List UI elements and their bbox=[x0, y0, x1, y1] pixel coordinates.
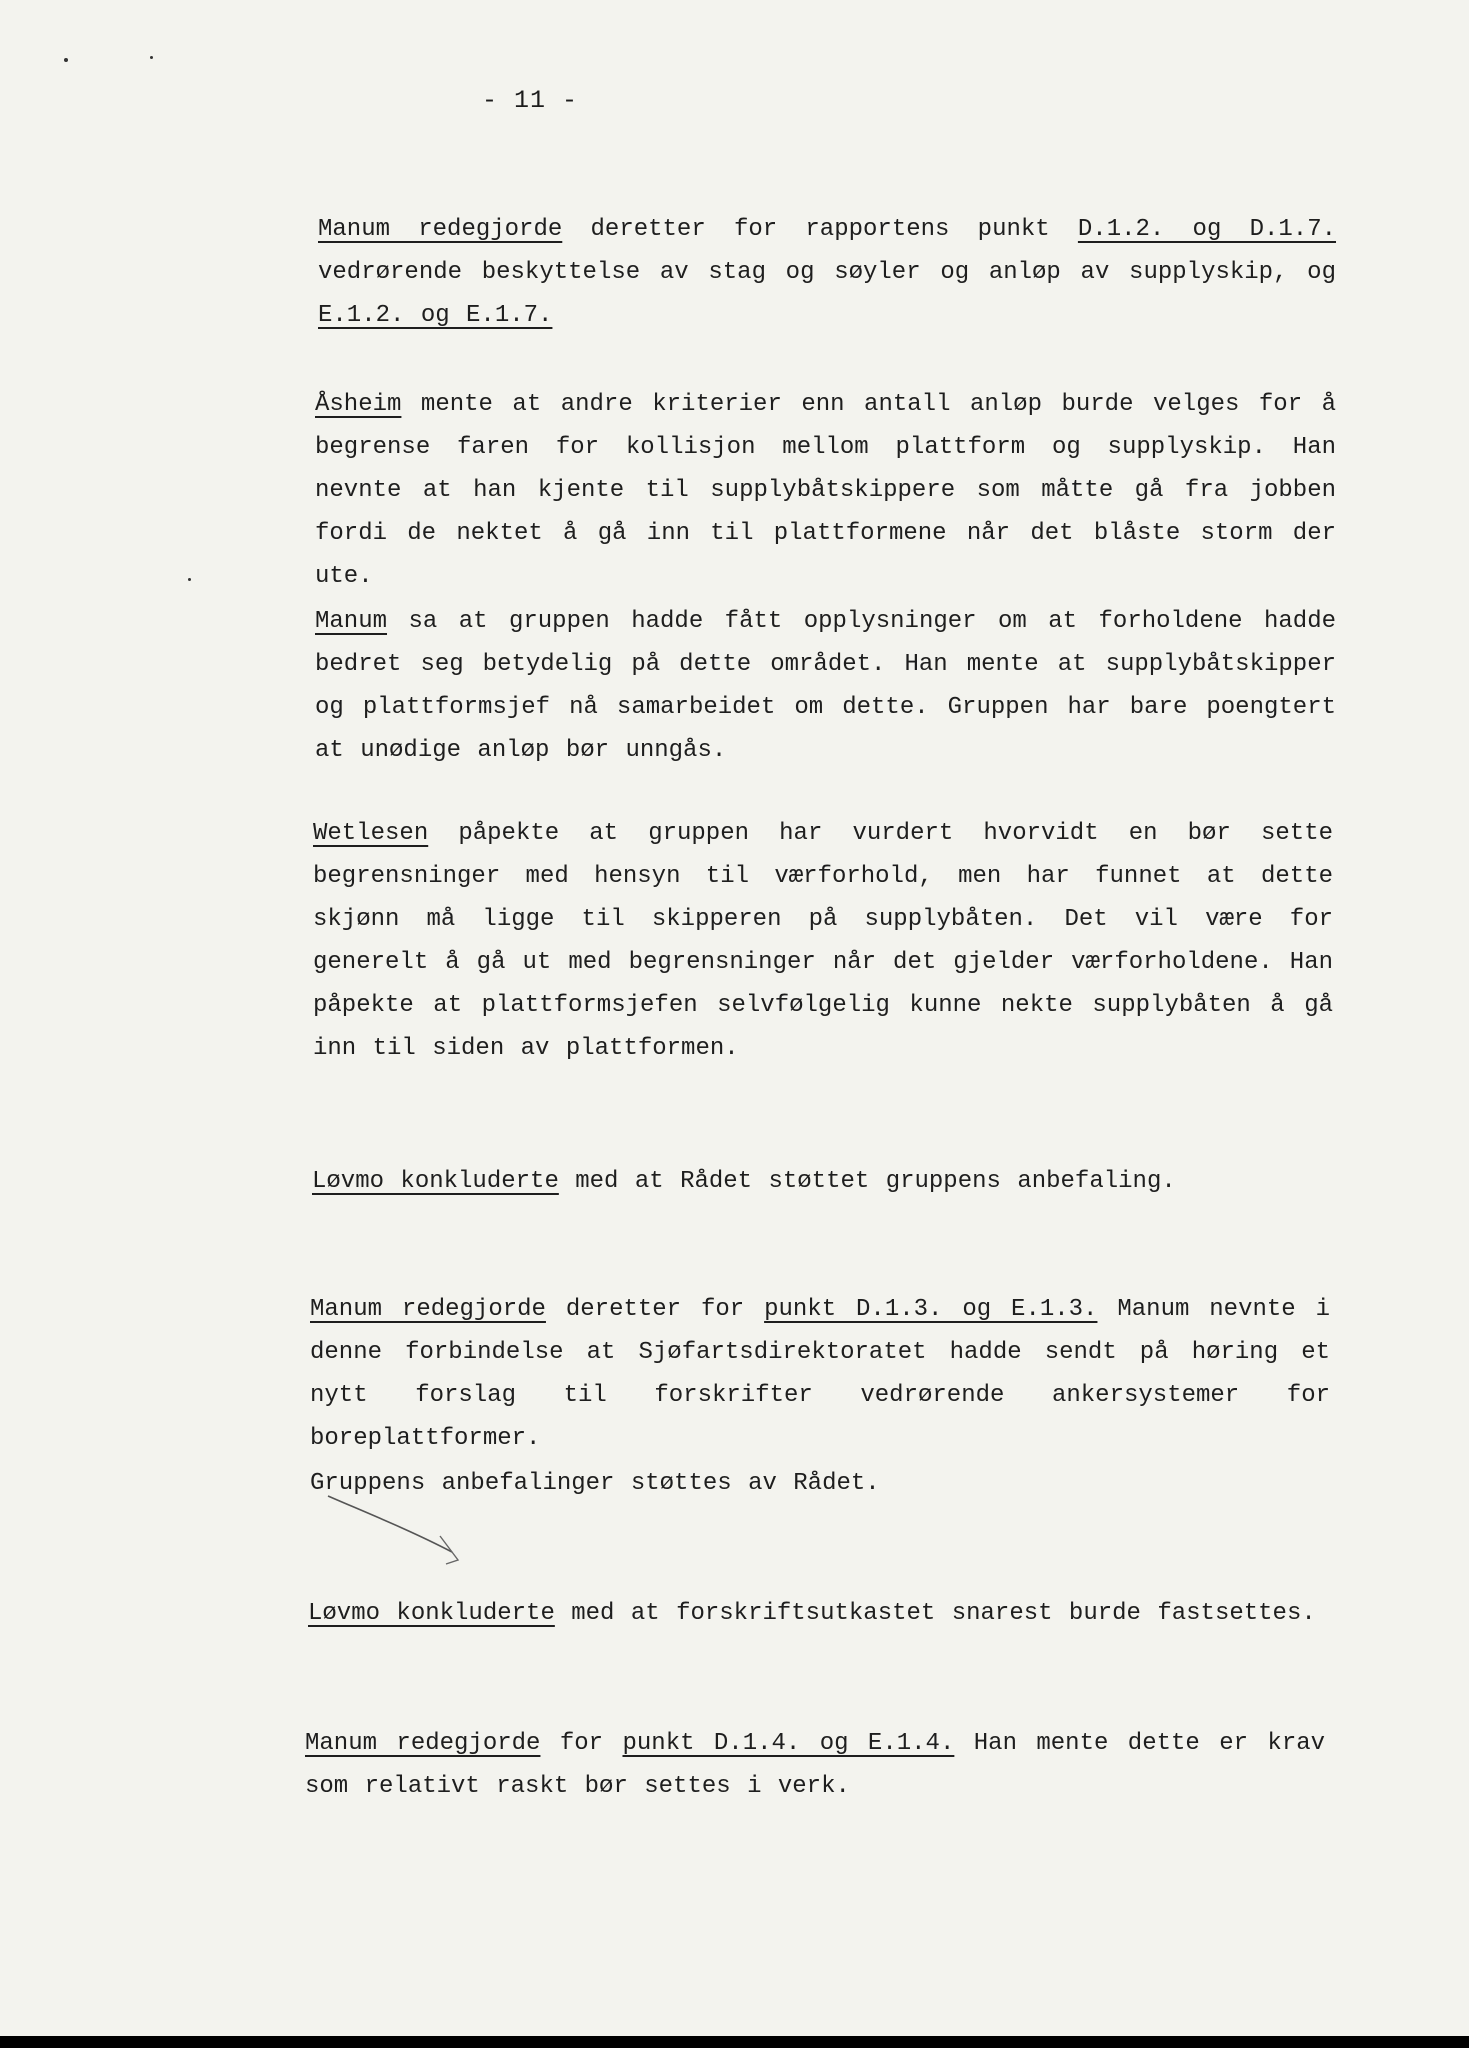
paragraph-text: Gruppens anbefalinger støttes av Rådet. bbox=[310, 1470, 880, 1497]
paragraph-text: deretter for rapportens punkt bbox=[562, 216, 1078, 243]
paragraph-text: for bbox=[540, 1730, 623, 1757]
section-reference: D.1.2. og D.1.7. bbox=[1077, 216, 1337, 243]
paragraph bbox=[310, 1288, 1330, 1460]
section-reference: E.1.2. og E.1.7. bbox=[318, 302, 553, 329]
section-reference: punkt D.1.4. og E.1.4. bbox=[622, 1730, 955, 1757]
speaker-action: Manum redegjorde bbox=[305, 1730, 541, 1757]
handwritten-pen-mark bbox=[320, 1490, 480, 1570]
speaker-action: Løvmo konkluderte bbox=[308, 1600, 555, 1627]
paragraph-text: med at Rådet støttet gruppens anbefaling. bbox=[558, 1168, 1176, 1195]
scan-speck bbox=[188, 578, 191, 581]
paragraph bbox=[315, 600, 1336, 772]
scan-speck bbox=[150, 56, 153, 59]
speaker-action: Manum redegjorde bbox=[318, 216, 563, 243]
speaker-action: Manum redegjorde bbox=[310, 1296, 546, 1323]
scan-speck bbox=[64, 58, 68, 62]
speaker-action: Løvmo konkluderte bbox=[312, 1168, 559, 1195]
paragraph bbox=[312, 1160, 1332, 1203]
paragraph bbox=[315, 383, 1336, 598]
paragraph-text: påpekte at gruppen har vurdert hvorvidt en bør sette begrensninger med hensyn til værforhold, men har funnet at dette skjønn må ligge til skipperen på supplybåten. Det vil være for generelt å gå ut med begrensninger når det gjelder værforholdene. Han påpekte at plattformsjefen selvfølgelig kunne nekte supplybåten å gå inn til siden av plattformen. bbox=[313, 820, 1333, 1062]
speaker-name: Manum bbox=[315, 608, 388, 635]
section-reference: punkt D.1.3. og E.1.3. bbox=[764, 1296, 1098, 1323]
paragraph-text: med at forskriftsutkastet snarest burde fastsettes. bbox=[554, 1600, 1316, 1627]
page-number: - 11 - bbox=[481, 86, 578, 115]
paragraph-text: deretter for bbox=[545, 1296, 765, 1323]
paragraph-text: vedrørende beskyttelse av stag og søyler og anløp av supplyskip, og bbox=[318, 259, 1336, 286]
paragraph-text: mente at andre kriterier enn antall anløp burde velges for å begrense faren for kollisjon mellom plattform og supplyskip. Han nevnte at han kjente til supplybåtskippere som måtte gå fra jobben fordi de nektet å gå inn til plattformene når det blåste storm der ute. bbox=[315, 391, 1336, 590]
speaker-name: Wetlesen bbox=[313, 820, 429, 847]
paragraph-text: Han mente dette er krav som relativt raskt bør settes i verk. bbox=[305, 1730, 1326, 1800]
paragraph-text: sa at gruppen hadde fått opplysninger om at forholdene hadde bedret seg betydelig på dette området. Han mente at supplybåtskipper og plattformsjef nå samarbeidet om dette. Gruppen har bare poengtert at unødige anløp bør unngås. bbox=[315, 608, 1336, 764]
scan-border bbox=[0, 2036, 1469, 2048]
speaker-name: Åsheim bbox=[315, 391, 402, 418]
paragraph bbox=[308, 1592, 1330, 1635]
paragraph bbox=[313, 812, 1333, 1070]
paragraph bbox=[305, 1722, 1325, 1808]
paragraph-text: Manum nevnte i denne forbindelse at Sjøfartsdirektoratet hadde sendt på høring et nytt forslag til forskrifter vedrørende ankersystemer for boreplattformer. bbox=[310, 1296, 1330, 1452]
paragraph bbox=[318, 208, 1336, 337]
